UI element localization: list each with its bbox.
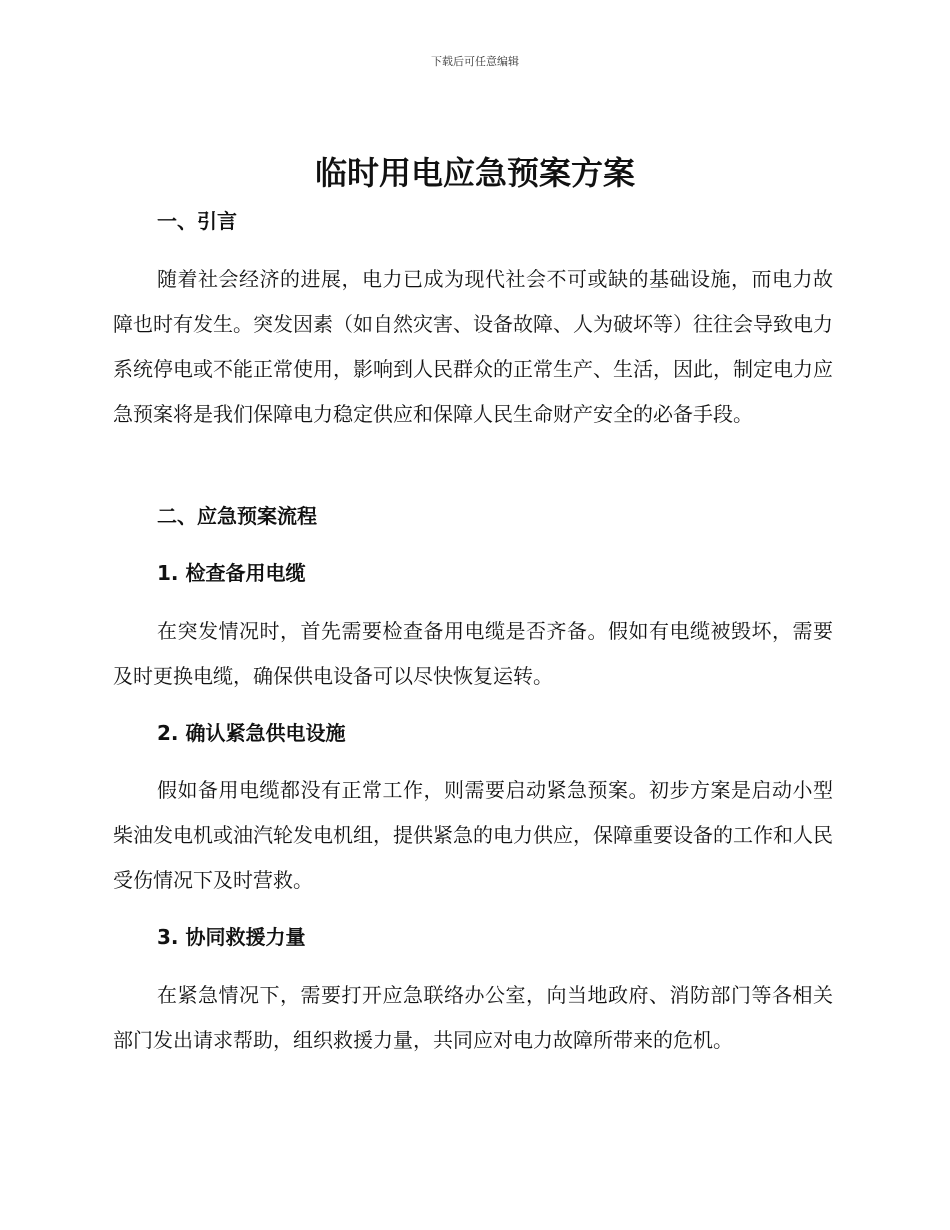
step-1-paragraph: 在突发情况时，首先需要检查备用电缆是否齐备。假如有电缆被毁坏，需要及时更换电缆，确保供电设备可以尽快恢复运转。 xyxy=(113,619,833,688)
introduction-paragraph: 随着社会经济的进展，电力已成为现代社会不可或缺的基础设施，而电力故障也时有发生。突发因素（如自然灾害、设备故障、人为破坏等）往往会导致电力系统停电或不能正常使用，影响到人民群众的正常生产、生活，因此，制定电力应急预案将是我们保障电力稳定供应和保障人民生命财产安全的必备手段。 xyxy=(113,267,833,426)
page-header: 下载后可任意编辑 xyxy=(431,55,519,68)
section-heading-process: 二、应急预案流程 xyxy=(157,504,317,528)
section-heading-introduction: 一、引言 xyxy=(157,209,237,233)
step-3-paragraph: 在紧急情况下，需要打开应急联络办公室，向当地政府、消防部门等各相关部门发出请求帮助，组织救援力量，共同应对电力故障所带来的危机。 xyxy=(113,983,833,1052)
step-3-heading: 3. 协同救援力量 xyxy=(157,925,306,949)
step-2-heading: 2. 确认紧急供电设施 xyxy=(157,721,346,745)
step-1-heading: 1. 检查备用电缆 xyxy=(157,561,306,585)
document-title: 临时用电应急预案方案 xyxy=(314,154,635,192)
step-2-paragraph: 假如备用电缆都没有正常工作，则需要启动紧急预案。初步方案是启动小型柴油发电机或油汽轮发电机组，提供紧急的电力供应，保障重要设备的工作和人民受伤情况下及时营救。 xyxy=(113,778,833,892)
